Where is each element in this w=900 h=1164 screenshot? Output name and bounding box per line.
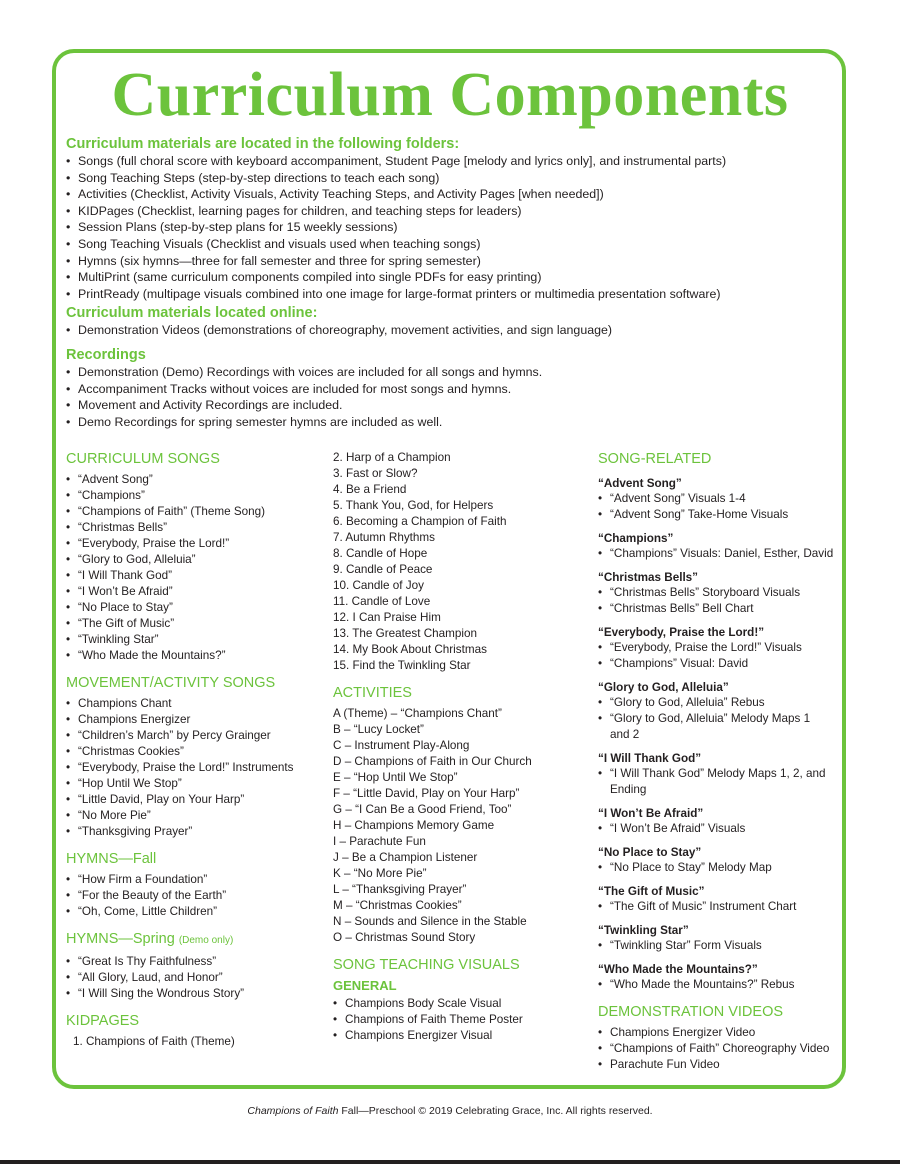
group-title: “Who Made the Mountains?” bbox=[598, 963, 758, 976]
list-item: O – Christmas Sound Story bbox=[333, 931, 476, 944]
list-item: • Song Teaching Steps (step-by-step directions to teach each song) bbox=[66, 170, 836, 187]
list-item: • “Christmas Bells” bbox=[66, 520, 316, 536]
list-item: • “I Won’t Be Afraid” bbox=[66, 584, 316, 600]
list-item: • “Everybody, Praise the Lord!” Visuals bbox=[598, 640, 848, 656]
left-column bbox=[66, 450, 316, 1050]
page-bottom-edge bbox=[0, 1160, 900, 1164]
list-item: • “Champions” Visuals: Daniel, Esther, David bbox=[598, 546, 848, 562]
demo-only-note: (Demo only) bbox=[178, 935, 234, 946]
list-item: • “The Gift of Music” Instrument Chart bbox=[598, 899, 848, 915]
list-item: • Champions Energizer bbox=[66, 712, 316, 728]
list-item: • Hymns (six hymns—three for fall semester and three for spring semester) bbox=[66, 253, 836, 270]
list-item: • “Glory to God, Alleluia” bbox=[66, 552, 316, 568]
list-item: • Demo Recordings for spring semester hymns are included as well. bbox=[66, 414, 836, 431]
group-list bbox=[598, 640, 848, 672]
list-item: • “I Will Sing the Wondrous Story” bbox=[66, 986, 316, 1002]
list-item: • “Everybody, Praise the Lord!” bbox=[66, 536, 316, 552]
list-item: M – “Christmas Cookies” bbox=[333, 899, 462, 912]
hymns-fall-heading: HYMNS—Fall bbox=[66, 851, 157, 867]
list-item: • Demonstration (Demo) Recordings with voices are included for all songs and hymns. bbox=[66, 364, 836, 381]
group-title: “No Place to Stay” bbox=[598, 846, 702, 859]
demo-videos-heading: DEMONSTRATION VIDEOS bbox=[598, 1004, 784, 1020]
list-item: • “Champions” Visual: David bbox=[598, 656, 848, 672]
list-item: I – Parachute Fun bbox=[333, 835, 426, 848]
group-title: “The Gift of Music” bbox=[598, 885, 705, 898]
list-item: • “Great Is Thy Faithfulness” bbox=[66, 954, 316, 970]
list-item: E – “Hop Until We Stop” bbox=[333, 771, 458, 784]
list-item: 5. Thank You, God, for Helpers bbox=[333, 499, 494, 512]
hymns-fall-list bbox=[66, 872, 316, 920]
list-item: • KIDPages (Checklist, learning pages for children, and teaching steps for leaders) bbox=[66, 203, 836, 220]
list-item: • “Advent Song” Take-Home Visuals bbox=[598, 507, 848, 523]
recordings-list bbox=[66, 364, 836, 430]
list-item: K – “No More Pie” bbox=[333, 867, 427, 880]
overview-section bbox=[66, 136, 836, 433]
list-item: • “Twinkling Star” Form Visuals bbox=[598, 938, 848, 954]
recordings-heading: Recordings bbox=[66, 346, 146, 363]
group-title: “Champions” bbox=[598, 532, 674, 545]
movement-songs-heading: MOVEMENT/ACTIVITY SONGS bbox=[66, 675, 276, 691]
group-title: “Christmas Bells” bbox=[598, 571, 699, 584]
list-item: • Champions Chant bbox=[66, 696, 316, 712]
list-item: • “I Will Thank God” bbox=[66, 568, 316, 584]
list-item: 10. Candle of Joy bbox=[333, 579, 424, 592]
list-item: • “For the Beauty of the Earth” bbox=[66, 888, 316, 904]
list-item: • “Little David, Play on Your Harp” bbox=[66, 792, 316, 808]
group-list bbox=[598, 546, 848, 562]
list-item: 12. I Can Praise Him bbox=[333, 611, 441, 624]
group-title: “Advent Song” bbox=[598, 477, 682, 490]
group-list bbox=[598, 977, 848, 993]
hymns-spring-heading bbox=[66, 930, 316, 950]
kidpages-heading: KIDPAGES bbox=[66, 1013, 140, 1029]
list-item: • “No Place to Stay” bbox=[66, 600, 316, 616]
list-item: • Champions of Faith Theme Poster bbox=[333, 1012, 593, 1028]
list-item: • “Who Made the Mountains?” bbox=[66, 648, 316, 664]
list-item: N – Sounds and Silence in the Stable bbox=[333, 915, 527, 928]
list-item: L – “Thanksgiving Prayer” bbox=[333, 883, 467, 896]
kidpages-list-start bbox=[66, 1034, 316, 1050]
group-title: “Everybody, Praise the Lord!” bbox=[598, 626, 765, 639]
song-teaching-visuals-heading: SONG TEACHING VISUALS bbox=[333, 957, 520, 973]
list-item: G – “I Can Be a Good Friend, Too” bbox=[333, 803, 512, 816]
list-item: • “How Firm a Foundation” bbox=[66, 872, 316, 888]
list-item: • “I Will Thank God” Melody Maps 1, 2, and bbox=[598, 766, 848, 782]
group-list bbox=[598, 585, 848, 617]
list-item: • Champions Energizer Video bbox=[598, 1025, 848, 1041]
list-item: • “Thanksgiving Prayer” bbox=[66, 824, 316, 840]
list-item-continuation: and 2 bbox=[610, 728, 640, 741]
list-item: • “Who Made the Mountains?” Rebus bbox=[598, 977, 848, 993]
list-item: • Activities (Checklist, Activity Visuals, Activity Teaching Steps, and Activity Pages [when needed]) bbox=[66, 186, 836, 203]
list-item: • “I Won’t Be Afraid” Visuals bbox=[598, 821, 848, 837]
online-heading: Curriculum materials located online: bbox=[66, 305, 318, 322]
footer-title: Champions of Faith bbox=[247, 1105, 339, 1117]
list-item: D – Champions of Faith in Our Church bbox=[333, 755, 532, 768]
online-list bbox=[66, 322, 836, 339]
list-item: • “Hop Until We Stop” bbox=[66, 776, 316, 792]
list-item: • Accompaniment Tracks without voices are included for most songs and hymns. bbox=[66, 381, 836, 398]
list-item: • Session Plans (step-by-step plans for 15 weekly sessions) bbox=[66, 219, 836, 236]
list-item: • “Twinkling Star” bbox=[66, 632, 316, 648]
list-item: • “Oh, Come, Little Children” bbox=[66, 904, 316, 920]
group-list bbox=[598, 491, 848, 523]
list-item: A (Theme) – “Champions Chant” bbox=[333, 707, 502, 720]
list-item: • “Glory to God, Alleluia” Melody Maps 1 bbox=[598, 711, 848, 727]
list-item: 1. Champions of Faith (Theme) bbox=[73, 1035, 235, 1048]
curriculum-songs-list bbox=[66, 472, 316, 664]
list-item: 11. Candle of Love bbox=[333, 595, 431, 608]
list-item: C – Instrument Play-Along bbox=[333, 739, 470, 752]
list-item: • Song Teaching Visuals (Checklist and visuals used when teaching songs) bbox=[66, 236, 836, 253]
hymns-spring-list bbox=[66, 954, 316, 1002]
list-item: 4. Be a Friend bbox=[333, 483, 407, 496]
list-item: • “Champions of Faith” Choreography Video bbox=[598, 1041, 848, 1057]
copyright-footer bbox=[0, 1105, 900, 1117]
list-item: • “Advent Song” bbox=[66, 472, 316, 488]
movement-songs-list bbox=[66, 696, 316, 840]
kidpages-list-continued bbox=[333, 450, 593, 674]
folders-list bbox=[66, 153, 836, 302]
list-item: • Demonstration Videos (demonstrations of choreography, movement activities, and sign language) bbox=[66, 322, 836, 339]
list-item: J – Be a Champion Listener bbox=[333, 851, 478, 864]
right-column bbox=[598, 450, 848, 1073]
folders-heading: Curriculum materials are located in the following folders: bbox=[66, 136, 460, 152]
list-item: • Champions Body Scale Visual bbox=[333, 996, 593, 1012]
group-list bbox=[598, 860, 848, 876]
group-title: “I Won’t Be Afraid” bbox=[598, 807, 704, 820]
list-item: • “Children’s March” by Percy Grainger bbox=[66, 728, 316, 744]
list-item: • MultiPrint (same curriculum components compiled into single PDFs for easy printing) bbox=[66, 269, 836, 286]
list-item: 8. Candle of Hope bbox=[333, 547, 428, 560]
list-item: F – “Little David, Play on Your Harp” bbox=[333, 787, 520, 800]
page-title: Curriculum Components bbox=[111, 61, 789, 129]
activities-heading: ACTIVITIES bbox=[333, 685, 412, 701]
list-item: B – “Lucy Locket” bbox=[333, 723, 424, 736]
list-item: • “Christmas Bells” Bell Chart bbox=[598, 601, 848, 617]
footer-rest: Fall—Preschool © 2019 Celebrating Grace, Inc. All rights reserved. bbox=[338, 1105, 653, 1117]
list-item: • Champions Energizer Visual bbox=[333, 1028, 593, 1044]
curriculum-songs-heading: CURRICULUM SONGS bbox=[66, 451, 220, 467]
list-item: • “Champions of Faith” (Theme Song) bbox=[66, 504, 316, 520]
general-subheading: GENERAL bbox=[333, 978, 397, 993]
list-item: 3. Fast or Slow? bbox=[333, 467, 418, 480]
group-list bbox=[598, 695, 848, 743]
list-item: • “All Glory, Laud, and Honor” bbox=[66, 970, 316, 986]
hymns-spring-title: HYMNS—Spring bbox=[66, 931, 175, 947]
list-item: 9. Candle of Peace bbox=[333, 563, 433, 576]
list-item: • “No More Pie” bbox=[66, 808, 316, 824]
list-item-continuation: Ending bbox=[610, 783, 647, 796]
list-item: • “Christmas Bells” Storyboard Visuals bbox=[598, 585, 848, 601]
group-title: “Glory to God, Alleluia” bbox=[598, 681, 729, 694]
list-item: 6. Becoming a Champion of Faith bbox=[333, 515, 507, 528]
demo-videos-list bbox=[598, 1025, 848, 1073]
middle-column bbox=[333, 450, 593, 1044]
list-item: 13. The Greatest Champion bbox=[333, 627, 478, 640]
list-item: • Songs (full choral score with keyboard accompaniment, Student Page [melody and lyrics only], and instrumental parts) bbox=[66, 153, 836, 170]
group-list bbox=[598, 766, 848, 798]
song-related-heading: SONG-RELATED bbox=[598, 451, 712, 467]
list-item: 7. Autumn Rhythms bbox=[333, 531, 435, 544]
general-visuals-list bbox=[333, 996, 593, 1044]
group-list bbox=[598, 938, 848, 954]
activities-list bbox=[333, 706, 593, 946]
list-item: • Movement and Activity Recordings are included. bbox=[66, 397, 836, 414]
list-item: 15. Find the Twinkling Star bbox=[333, 659, 471, 672]
group-list bbox=[598, 821, 848, 837]
list-item: 14. My Book About Christmas bbox=[333, 643, 487, 656]
list-item: • “Champions” bbox=[66, 488, 316, 504]
list-item: • PrintReady (multipage visuals combined into one image for large-format printers or multimedia presentation software) bbox=[66, 286, 836, 303]
list-item: • “Glory to God, Alleluia” Rebus bbox=[598, 695, 848, 711]
group-title: “Twinkling Star” bbox=[598, 924, 689, 937]
list-item: H – Champions Memory Game bbox=[333, 819, 495, 832]
list-item: • “Christmas Cookies” bbox=[66, 744, 316, 760]
group-list bbox=[598, 899, 848, 915]
list-item: • “Everybody, Praise the Lord!” Instruments bbox=[66, 760, 316, 776]
list-item: 2. Harp of a Champion bbox=[333, 451, 451, 464]
list-item: • Parachute Fun Video bbox=[598, 1057, 848, 1073]
list-item: • “The Gift of Music” bbox=[66, 616, 316, 632]
group-title: “I Will Thank God” bbox=[598, 752, 702, 765]
list-item: • “No Place to Stay” Melody Map bbox=[598, 860, 848, 876]
list-item: • “Advent Song” Visuals 1-4 bbox=[598, 491, 848, 507]
